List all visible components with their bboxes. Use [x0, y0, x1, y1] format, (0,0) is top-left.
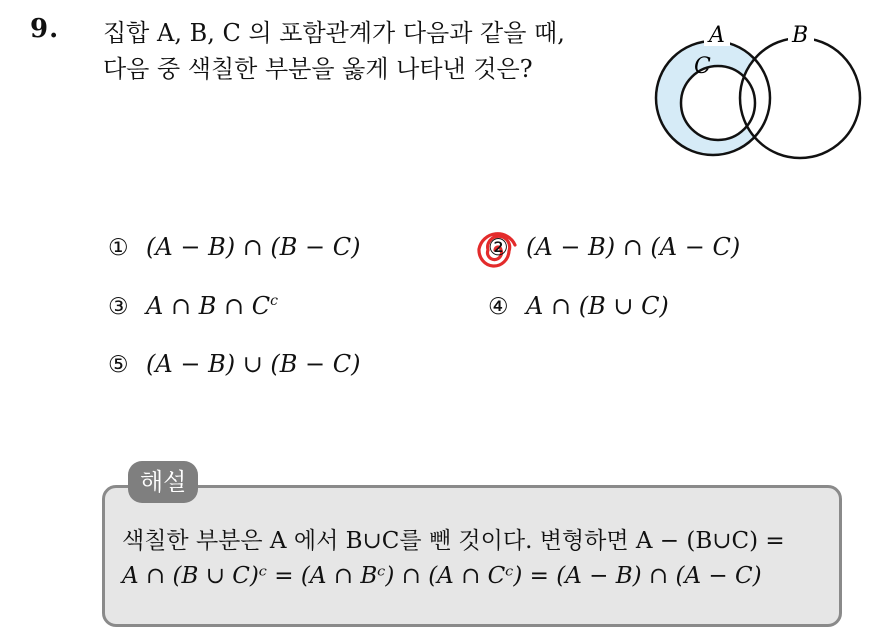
- option-mark: ①: [108, 235, 129, 261]
- option-5[interactable]: [108, 350, 361, 378]
- option-expression: A ∩ B ∩ C: [146, 292, 271, 320]
- option-expression: (A − B) ∩ (B − C): [146, 233, 361, 261]
- question-text: 집합 A, B, C 의 포함관계가 다음과 같을 때, 다음 중 색칠한 부분을 옳게 나타낸 것은?: [103, 19, 565, 83]
- question-number: 9.: [30, 14, 60, 44]
- venn-label-c: C: [694, 54, 711, 79]
- option-expression: (A − B) ∩ (A − C): [526, 233, 741, 261]
- option-mark: ⑤: [108, 352, 129, 378]
- option-mark: ②: [488, 235, 509, 261]
- solution-box: [102, 485, 842, 627]
- venn-diagram: [640, 10, 870, 170]
- solution-tag: 해설: [128, 461, 198, 503]
- venn-label-a: A: [709, 23, 725, 48]
- option-expression: A ∩ (B ∪ C): [526, 292, 669, 320]
- option-2[interactable]: [488, 233, 740, 261]
- option-superscript: c: [270, 293, 278, 309]
- solution-line-1: 색칠한 부분은 A 에서 B∪C를 뺀 것이다. 변형하면 A − (B∪C) =: [122, 528, 785, 554]
- option-mark: ④: [488, 294, 509, 320]
- venn-label-b: B: [792, 23, 809, 48]
- option-3[interactable]: [108, 292, 278, 320]
- option-mark: ③: [108, 294, 129, 320]
- option-1[interactable]: [108, 233, 361, 261]
- option-4[interactable]: [488, 292, 669, 320]
- option-expression: (A − B) ∪ (B − C): [146, 350, 361, 378]
- solution-line-2: A ∩ (B ∪ C)ᶜ = (A ∩ Bᶜ) ∩ (A ∩ Cᶜ) = (A − B) ∩ (A − C): [122, 563, 762, 589]
